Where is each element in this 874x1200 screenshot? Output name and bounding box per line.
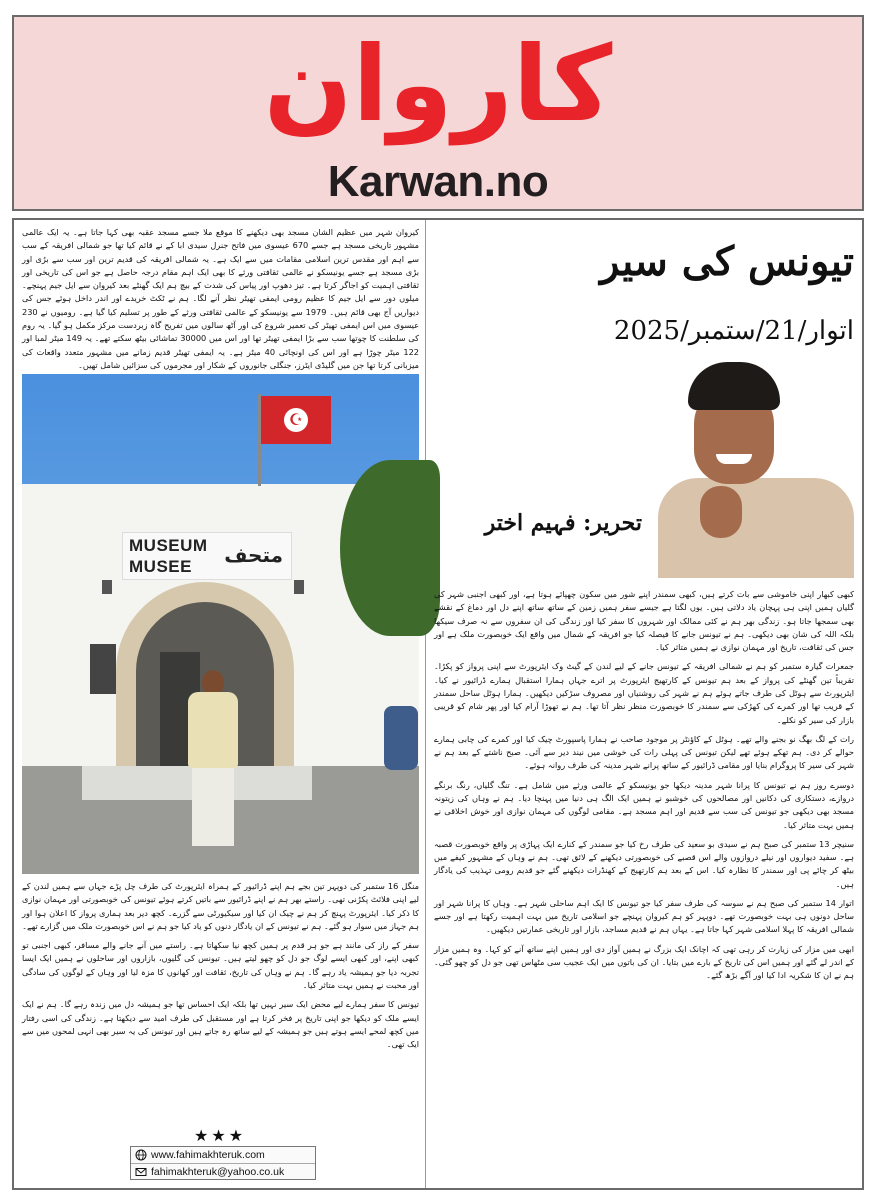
left-paragraph: سفر کے راز کی مانند ہے جو ہر قدم پر ہمیں کچھ نیا سکھاتا ہے۔ راستے میں آنے جانے والے مسافر، کبھی اجنبی تو کبھی اپنے، اور کبھی ایسے لوگ جو دل کو چھو لیتے ہیں۔ تیونس کی گلیوں، بازاروں اور ساحلوں نے ہمیں ایک ایسا تجربہ دیا جو ہمیشہ یاد رہے گا۔ ہم نے وہاں کی تاریخ، ثقافت اور کھانوں کا مزہ لیا اور وہاں کے لوگوں کی سادگی اور محبت نے ہمیں بہت متاثر کیا۔ bbox=[22, 940, 419, 990]
right-paragraph: رات کے لگ بھگ نو بجنے والے تھے۔ ہوٹل کے کاؤنٹر پر موجود صاحب نے ہمارا پاسپورٹ چیک کیا اور کمرے کی چابی ہمارے حوالے کر دی۔ ہم تھکے ہوئے تھے لیکن تیونس کی پہلی رات کی خوشی میں نیند دیر سے آئی۔ صبح ناشتے کے بعد ہم نے شہر کی سیر کا پروگرام بنایا اور مقامی ڈرائیور کے ساتھ پرانے شہر مدینہ کی طرف روانہ ہوئے۔ bbox=[434, 733, 854, 771]
masthead bbox=[12, 15, 864, 211]
right-paragraph: سنیچر 13 ستمبر کی صبح ہم نے سیدی بو سعید کی طرف رخ کیا جو سمندر کے کنارے ایک پہاڑی پر واقع خوبصورت قصبہ ہے۔ سفید دیواروں اور نیلے دروازوں والے اس قصبے کی خوبصورتی دیکھنے کے لائق تھی۔ ہم نے وہاں کے مشہور کیفے میں بیٹھ کر چائے پی اور سمندر کا نظارہ کیا۔ اس کے بعد ہم کارتھیج کے کھنڈرات دیکھنے گئے جو قدیم رومی تہذیب کی یادگار ہیں۔ bbox=[434, 838, 854, 889]
photo-seated-person bbox=[384, 706, 418, 770]
column-divider bbox=[425, 220, 426, 1188]
portrait-hair bbox=[688, 362, 780, 410]
photo-lamp-right bbox=[294, 580, 304, 594]
photo-notice-board bbox=[90, 644, 116, 694]
portrait-shirt bbox=[658, 478, 854, 578]
right-column-body bbox=[434, 588, 854, 1184]
portrait-smile bbox=[716, 454, 752, 464]
author-byline: تحریر: فہیم اختر bbox=[484, 510, 642, 536]
email-icon bbox=[135, 1166, 147, 1178]
email-link[interactable]: fahimakhteruk@yahoo.co.uk bbox=[151, 1165, 285, 1178]
right-paragraph: ابھی میں مزار کی زیارت کر رہی تھی کہ اچانک ایک بزرگ نے ہمیں آواز دی اور ہمیں اپنے ساتھ آنے کو کہا۔ وہ ہمیں مزار کے اندر لے گئے اور ہمیں اس کی تاریخ کے بارے میں بتایا۔ ان کی باتوں میں ایک عجیب سی مٹھاس تھی جو دل کو چھو گئی۔ ہم نے ان کا شکریہ ادا کیا اور آگے بڑھ گئے۔ bbox=[434, 943, 854, 981]
museum-sign-line1: MUSEUM bbox=[129, 536, 208, 555]
contact-box bbox=[130, 1146, 316, 1180]
left-paragraph: منگل 16 ستمبر کی دوپہر تین بجے ہم اپنے ڈرائیور کے ہمراہ ایئرپورٹ کی طرف چل پڑے جہاں سے ہمیں لندن کے لیے اپنی فلائٹ پکڑنی تھی۔ راستے بھر ہم نے اپنے ڈرائیور سے باتیں کرتے ہوئے تیونس کی خوبصورتی اور مہمان نوازی کا ذکر کیا۔ ایئرپورٹ پہنچ کر ہم نے چیک ان کیا اور سیکیورٹی سے گزرے۔ کچھ دیر بعد ہماری پرواز کا اعلان ہوا اور ہم جہاز میں سوار ہو گئے۔ ہم نے تیونس کے ان یادگار دنوں کو یاد کیا جو ہم نے اس خوبصورت ملک میں گزارے تھے۔ bbox=[22, 881, 419, 931]
museum-sign-line2: MUSEE bbox=[129, 557, 192, 576]
right-paragraph: دوسرے روز ہم نے تیونس کا پرانا شہر مدینہ دیکھا جو یونیسکو کے عالمی ورثے میں شامل ہے۔ تنگ گلیاں، رنگ برنگے دروازے، دستکاری کی دکانیں اور مصالحوں کی خوشبو نے ہمیں ایک الگ ہی دنیا میں پہنچا دیا۔ ہم نے وہاں کی زیتونہ مسجد بھی دیکھی جو تیونس کی سب سے قدیم اور اہم مسجد ہے۔ مقامی لوگوں کی مہمان نوازی اور خوش اخلاقی نے ہمیں بہت متاثر کیا۔ bbox=[434, 779, 854, 830]
museum-sign-arabic: متحف bbox=[224, 543, 283, 567]
globe-icon bbox=[135, 1149, 147, 1161]
photo-tree bbox=[340, 460, 440, 636]
rating-stars: ★★★ bbox=[194, 1126, 247, 1145]
website-link[interactable]: www.fahimakhteruk.com bbox=[151, 1149, 265, 1161]
email-row[interactable] bbox=[131, 1163, 315, 1179]
right-paragraph: اتوار 14 ستمبر کی صبح ہم نے سوسہ کی طرف سفر کیا جو تیونس کا ایک اہم ساحلی شہر ہے۔ وہاں کا پرانا شہر اور ساحل دونوں ہی بہت خوبصورت تھے۔ دوپہر کو ہم کیروان پہنچے جو اسلامی تاریخ میں بہت اہمیت رکھتا ہے اور جسے شمالی افریقہ کا پہلا اسلامی شہر کہا جاتا ہے۔ یہاں ہم نے قدیم مساجد، بازار اور تاریخی عمارتیں دیکھیں۔ bbox=[434, 897, 854, 935]
author-portrait bbox=[650, 358, 856, 578]
left-paragraph: تیونس کا سفر ہمارے لیے محض ایک سیر نہیں تھا بلکہ ایک احساس تھا جو ہمیشہ دل میں زندہ رہے گا۔ ہم نے ایک ایسے ملک کو دیکھا جو اپنی تاریخ پر فخر کرتا ہے اور مستقبل کی طرف امید سے دیکھتا ہے۔ زندگی کی اسی رفتار میں کچھ لمحے ایسے ہوتے ہیں جو ہمیشہ کے لیے ساتھ رہ جاتے ہیں اور تیونس کی یہ سیر بھی انہی لمحوں میں سے ایک تھی۔ bbox=[22, 999, 419, 1050]
portrait-hand bbox=[700, 486, 742, 538]
website-row[interactable] bbox=[131, 1147, 315, 1163]
museum-photo bbox=[22, 374, 419, 874]
left-paragraph-top: کیروان شہر میں عظیم الشان مسجد بھی دیکھنے کا موقع ملا جسے مسجد عقبہ بھی کہا جاتا ہے۔ یہ ایک عالمی مشہور تاریخی مسجد ہے جسے 670 عیسوی میں فاتح جنرل سیدی ابا کے نے قائم کیا تھا جو شمالی افریقہ کے سب سے اہم اور مقدس ترین اسلامی مقامات میں سے ایک ہے۔ یہ شمالی افریقہ کی قدیم ترین اور سب سے بڑی اور بڑی مسجد ہے جسے یونیسکو نے عالمی ثقافتی ورثے کا بھی ایک اہم مقام درجہ حاصل ہے جو اس کی تاریخی اور ثقافتی اہمیت کو اجاگر کرتا ہے۔ تیز دھوپ اور پیاس کی شدت کے بیچ ہم ایک گھنٹے بعد کیروان سے ایل جیم پہنچے۔ میلوں دور سے ایل جیم کا عظیم رومی ایمفی تھیٹر نظر آنے لگا۔ ہم نے ٹکٹ خریدے اور اندر داخل ہوئے جس کی دیواریں آج بھی قائم ہیں۔ 1979 سے یونیسکو کے عالمی ثقافتی ورثے کے طور پر تسلیم کیا گیا ہے۔ رومیوں نے 230 عیسوی میں اس ایمفی تھیٹر کی تعمیر شروع کی اور آٹھ سالوں میں تفریح گاہ زبردست مرکز مکمل ہو گیا۔ یہ روم کی سلطنت کا چوتھا سب سے بڑا ایمفی تھیٹر تھا اور اس میں 30000 تماشائی بیٹھ سکتے تھے۔ یہ 149 میٹر لمبا اور 122 میٹر چوڑا ہے اور اس کی اونچائی 40 میٹر ہے۔ یہ ایمفی تھیٹر قدیم زمانے میں مشہور متعدد واقعات کی میزبانی کرتا تھا جن میں گلیڈی ایٹرز، جنگلی جانوروں کے شکار اور مجرموں کی سزائیں شامل تھیں۔ bbox=[22, 227, 420, 370]
photo-lamp-left bbox=[102, 580, 112, 594]
logo-urdu: کاروان bbox=[263, 23, 613, 145]
right-paragraph: کبھی کبھار اپنی خاموشی سے بات کرتے ہیں، کبھی سمندر اپنے شور میں سکون چھپائے ہوتا ہے، اور کبھی اجنبی شہر کی گلیاں ہمیں اپنی ہی پہچان یاد دلاتی ہیں۔ یوں لگتا ہے جیسے سفر ہمیں زمین کے ساتھ ساتھ اپنے دل اور دماغ کے نقشے بھی سمجھا جاتا ہو۔ زندگی بھر ہم نے کئی ممالک اور شہروں کا سفر کیا اور زندگی کی ان سفروں سے نہ صرف سیکھا بلکہ اللہ کی شان بھی دیکھی۔ ہم نے تیونس جانے کا فیصلہ کیا جو افریقہ کے شمال میں واقع ایک خوبصورت ملک ہے اور جس کی ثقافت، تاریخ اور مہمان نوازی نے ہمیں متاثر کیا۔ bbox=[434, 589, 854, 653]
article-date: اتوار/21/ستمبر/2025 bbox=[613, 316, 854, 346]
article-frame bbox=[12, 218, 864, 1190]
museum-sign bbox=[122, 532, 292, 580]
photo-person-body bbox=[188, 692, 238, 768]
right-paragraph: جمعرات گیارہ ستمبر کو ہم نے شمالی افریقہ کے تیونس جانے کے لیے لندن کے گیٹ وک ایئرپورٹ سے اپنی پرواز کو پکڑا۔ تقریباً تین گھنٹے کی پرواز کے بعد ہم تیونس کے کارتھیج ایئرپورٹ پر اترے جہاں ہمارا استقبال ہمارے ڈرائیور نے کیا۔ ایئرپورٹ سے ہوٹل کی طرف جاتے ہوئے ہم نے شہر کی روشنیاں اور مصروف سڑکیں دیکھیں۔ ہمارا ہوٹل ساحل سمندر کے قریب تھا اور کمرے کی کھڑکی سے سمندر کا خوبصورت منظر نظر آتا تھا۔ ہم نے تھوڑا آرام کیا اور پھر شام کو قریبی بازار کی سیر کو نکلے۔ bbox=[434, 661, 854, 725]
photo-person-legs bbox=[192, 768, 234, 846]
article-title: تیونس کی سیر bbox=[600, 238, 854, 285]
tunisia-flag-icon: ☪ bbox=[261, 396, 331, 444]
left-paragraphs-bottom bbox=[22, 880, 419, 1118]
left-column bbox=[22, 226, 420, 370]
logo-latin: Karwan.no bbox=[327, 157, 549, 206]
